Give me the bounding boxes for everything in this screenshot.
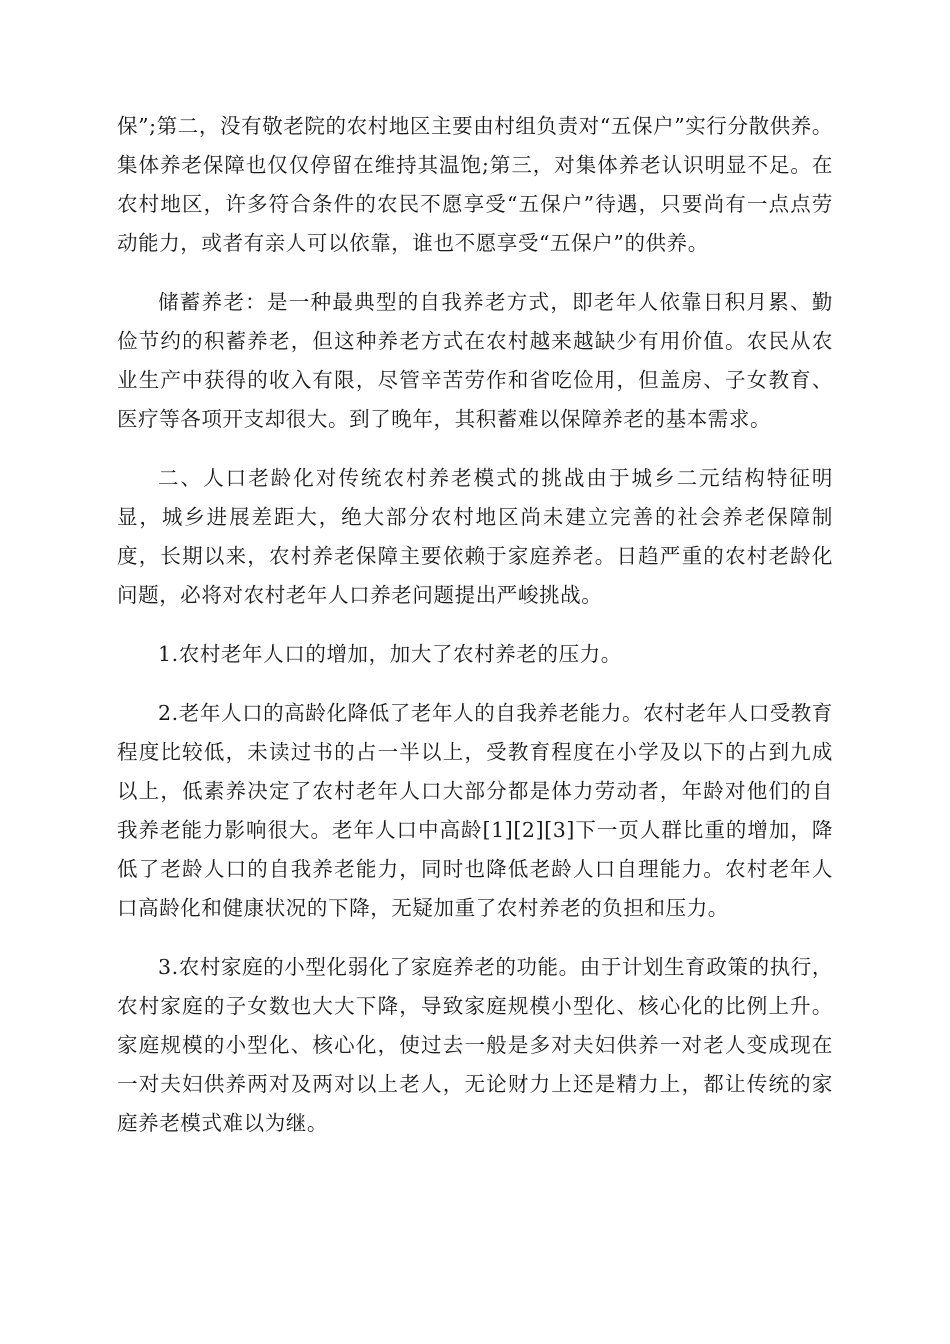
paragraph-2: 储蓄养老：是一种最典型的自我养老方式，即老年人依靠日积月累、勤俭节约的积蓄养老，但这种养老方式在农村越来越缺少有用价值。农民从农业生产中获得的收入有限，尽管辛苦劳作和省吃俭用，但盖房、子女教育、医疗等各项开支却很大。到了晚年，其积蓄难以保障养老的基本需求。 — [117, 290, 833, 431]
paragraph-1: 保”;第二，没有敬老院的农村地区主要由村组负责对“五保户”实行分散供养。集体养老保障也仅仅停留在维持其温饱;第三，对集体养老认识明显不足。在农村地区，许多符合条件的农民不愿享受“五保户”待遇，只要尚有一点点劳动能力，或者有亲人可以依靠，谁也不愿享受“五保户”的供养。 — [117, 114, 833, 255]
paragraph-3: 二、人口老龄化对传统农村养老模式的挑战由于城乡二元结构特征明显，城乡进展差距大，绝大部分农村地区尚未建立完善的社会养老保障制度，长期以来，农村养老保障主要依赖于家庭养老。日趋严重的农村老龄化问题，必将对农村老年人口养老问题提出严峻挑战。 — [117, 466, 833, 607]
paragraph-5: 2.老年人口的高龄化降低了老年人的自我养老能力。农村老年人口受教育程度比较低，未读过书的占一半以上，受教育程度在小学及以下的占到九成以上，低素养决定了农村老年人口大部分都是体力劳动者，年龄对他们的自我养老能力影响很大。老年人口中高龄[1][2][3]下一页人群比重的增加，降低了老龄人口的自我养老能力，同时也降低老龄人口自理能力。农村老年人口高龄化和健康状况的下降，无疑加重了农村养老的负担和压力。 — [117, 701, 833, 920]
document-page — [117, 107, 833, 1163]
paragraph-4: 1.农村老年人口的增加，加大了农村养老的压力。 — [158, 642, 622, 666]
paragraph-6: 3.农村家庭的小型化弱化了家庭养老的功能。由于计划生育政策的执行，农村家庭的子女数也大大下降，导致家庭规模小型化、核心化的比例上升。家庭规模的小型化、核心化，使过去一般是多对夫妇供养一对老人变成现在一对夫妇供养两对及两对以上老人，无论财力上还是精力上，都让传统的家庭养老模式难以为继。 — [117, 955, 833, 1135]
